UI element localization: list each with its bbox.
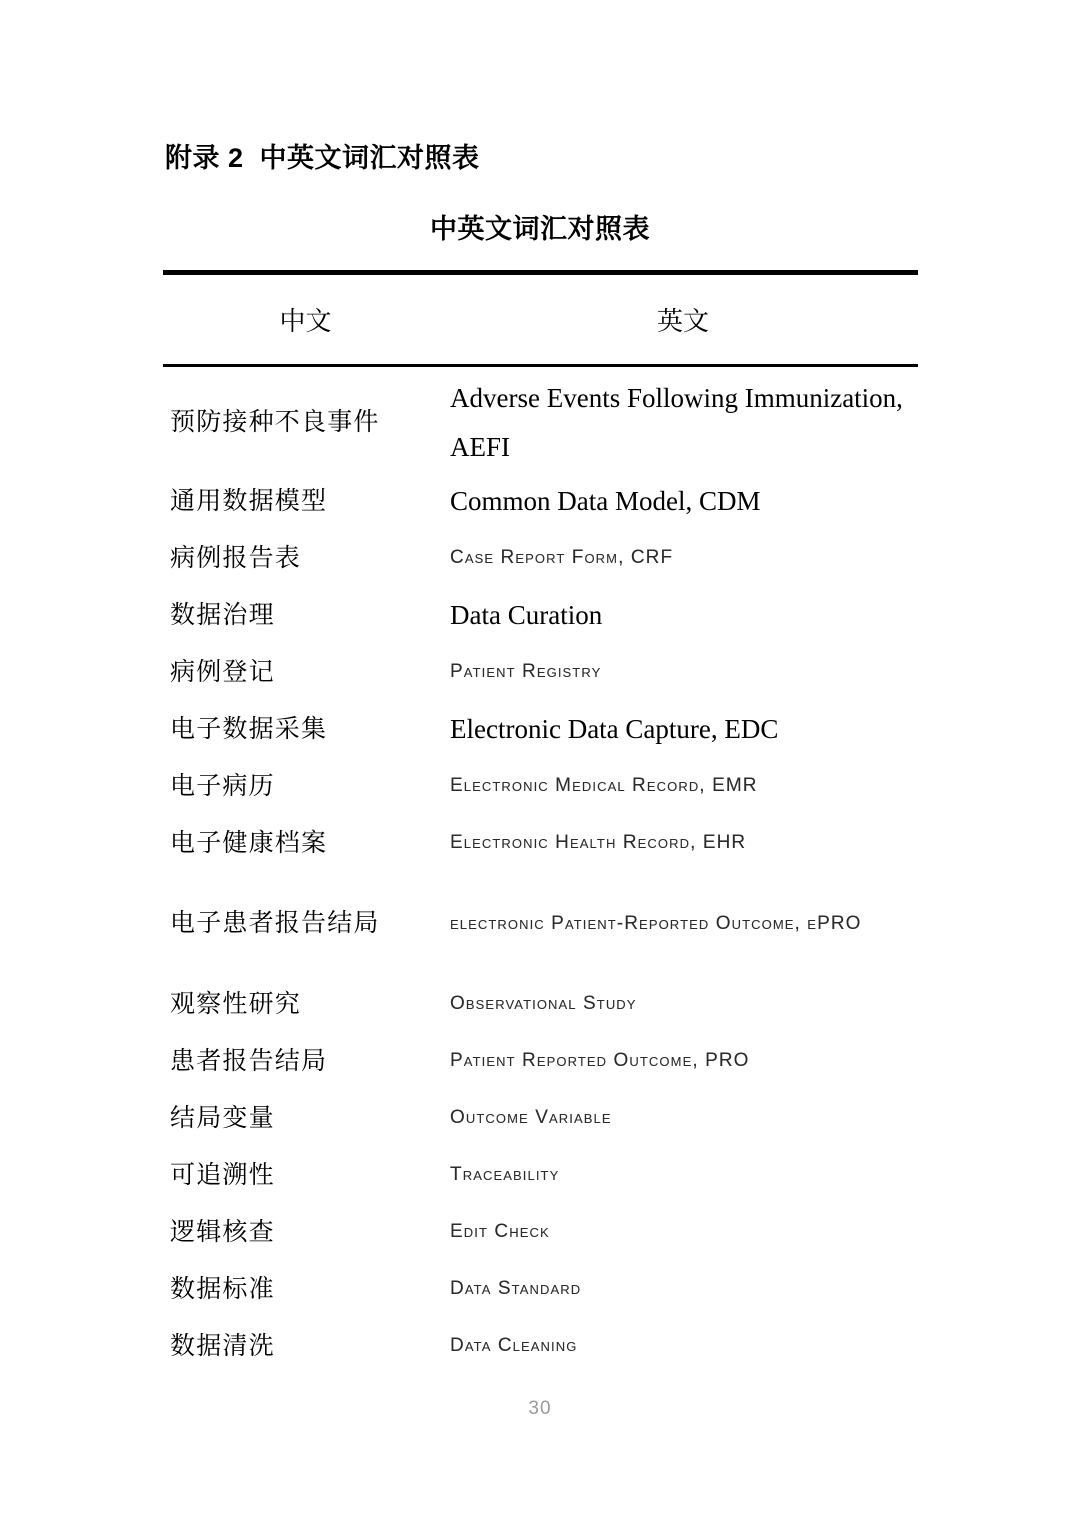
- table-row: [163, 1261, 918, 1318]
- cell-chinese: 可追溯性: [170, 1161, 275, 1189]
- cell-chinese: 病例登记: [170, 658, 275, 686]
- cell-chinese: 电子病历: [170, 772, 275, 800]
- cell-chinese: 预防接种不良事件: [170, 409, 380, 437]
- cell-chinese: 电子数据采集: [170, 715, 328, 743]
- table-row: [163, 373, 918, 473]
- cell-chinese: 结局变量: [170, 1104, 275, 1132]
- cell-english: Data Cleaning: [450, 1335, 578, 1357]
- column-header-chinese: 中文: [279, 307, 332, 336]
- vocabulary-table: [163, 270, 918, 1375]
- cell-english: Case Report Form, CRF: [450, 547, 674, 569]
- cell-chinese: 数据标准: [170, 1275, 275, 1303]
- table-row: [163, 815, 918, 872]
- table-row: [163, 1147, 918, 1204]
- table-row: [163, 976, 918, 1033]
- table-row: [163, 1090, 918, 1147]
- table-row: [163, 1318, 918, 1375]
- cell-english: electronic Patient-Reported Outcome, ePRO: [450, 912, 862, 934]
- cell-chinese: 病例报告表: [170, 544, 302, 572]
- table-header-row: [163, 275, 918, 364]
- column-header-english: 英文: [656, 307, 709, 336]
- table-row: [163, 872, 918, 976]
- table-row: [163, 758, 918, 815]
- cell-english: Data Standard: [450, 1278, 582, 1300]
- cell-english: Observational Study: [450, 993, 637, 1015]
- table-row: [163, 644, 918, 701]
- table-body: [163, 367, 918, 1375]
- cell-chinese: 电子健康档案: [170, 829, 328, 857]
- cell-english: Electronic Health Record, EHR: [450, 832, 747, 854]
- cell-chinese: 观察性研究: [170, 990, 302, 1018]
- table-row: [163, 473, 918, 530]
- cell-chinese: 逻辑核查: [170, 1218, 275, 1246]
- cell-chinese: 患者报告结局: [170, 1047, 328, 1075]
- appendix-heading: 附录 2 中英文词汇对照表: [165, 143, 480, 173]
- cell-english: Data Curation: [450, 599, 603, 630]
- cell-chinese: 数据治理: [170, 601, 275, 629]
- cell-english: Electronic Medical Record, EMR: [450, 775, 758, 797]
- table-row: [163, 530, 918, 587]
- cell-english: Patient Registry: [450, 661, 602, 683]
- cell-english: Traceability: [450, 1164, 560, 1186]
- table-row: [163, 1204, 918, 1261]
- page-number: 30: [528, 1398, 552, 1419]
- cell-chinese: 数据清洗: [170, 1332, 275, 1360]
- table-row: [163, 701, 918, 758]
- cell-english: Common Data Model, CDM: [450, 485, 761, 516]
- cell-chinese: 电子患者报告结局: [170, 910, 380, 938]
- cell-chinese: 通用数据模型: [170, 487, 328, 515]
- page-title: 中英文词汇对照表: [430, 214, 650, 244]
- cell-english: Electronic Data Capture, EDC: [450, 713, 779, 744]
- cell-english: Patient Reported Outcome, PRO: [450, 1050, 750, 1072]
- table-row: [163, 1033, 918, 1090]
- cell-english: Edit Check: [450, 1221, 550, 1243]
- cell-english: Adverse Events Following Immunization, AEFI: [450, 382, 903, 462]
- cell-english: Outcome Variable: [450, 1107, 612, 1129]
- table-row: [163, 587, 918, 644]
